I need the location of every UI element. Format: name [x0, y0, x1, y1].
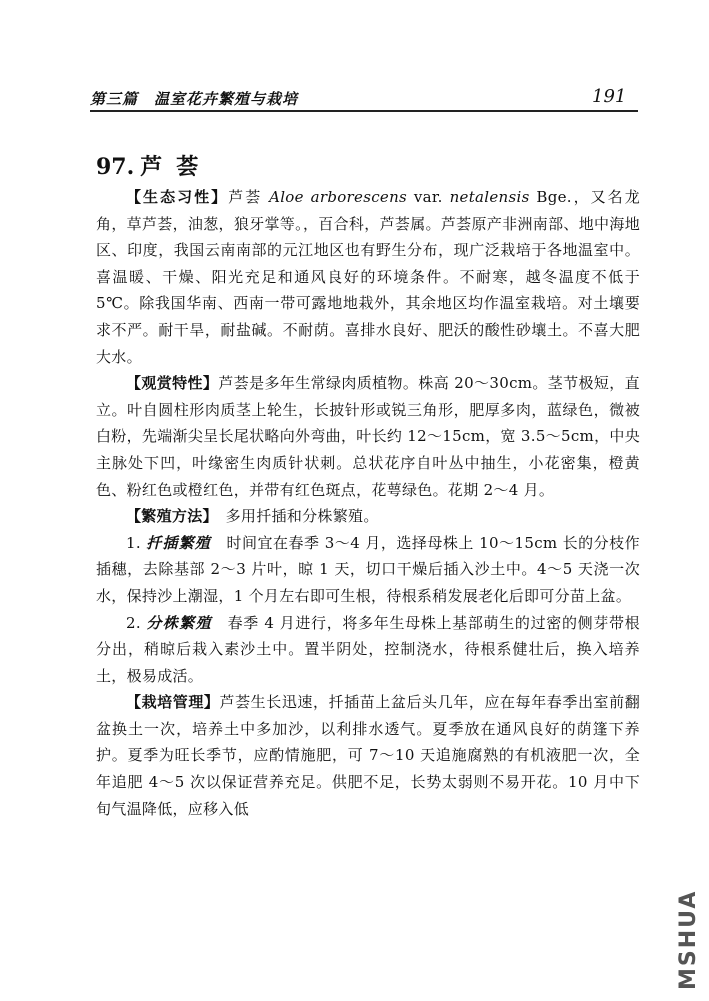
section-heading — [96, 150, 212, 181]
item1-number: 1. — [126, 533, 141, 552]
item2-title: 分株繁殖 — [146, 613, 212, 632]
paragraph-division — [96, 610, 640, 690]
watermark-text: MSHUA — [676, 889, 701, 990]
section-number: 97. — [96, 154, 135, 180]
section-title: 芦荟 — [140, 154, 213, 180]
running-header-chapter: 第三篇 温室花卉繁殖与栽培 — [90, 90, 299, 108]
header-divider — [90, 110, 638, 112]
paragraph-ecology — [96, 184, 640, 370]
ecology-latin-name: Aloe arborescens — [269, 188, 408, 206]
cultivation-text: 芦荟生长迅速，扦插苗上盆后头几年，应在每年春季出室前翻盆换土一次，培养土中多加沙，以利排水透气。夏季放在通风良好的荫篷下养护。夏季为旺长季节，应酌情施肥，可 7～10 天追施腐熟的有机液肥一次，全年追肥 4～5 次以保证营养充足。供肥不足，长势太弱则不易开花。10 月中下旬气温降低，应移入低 — [96, 693, 640, 818]
paragraph-cultivation — [96, 689, 640, 822]
item2-text: 春季 4 月进行，将多年生母株上基部萌生的过密的侧芽带根分出，稍晾后栽入素沙土中。置半阴处，控制浇水，待根系健壮后，换入培养土，极易成活。 — [96, 613, 640, 685]
ecology-text-b: var. — [407, 188, 450, 206]
label-propagation: 【繁殖方法】 — [126, 507, 211, 526]
ornamental-text: 芦荟是多年生常绿肉质植物。株高 20～30cm。茎节极短，直立。叶自圆柱形肉质茎上轮生，长披针形或锐三角形，肥厚多肉，蓝绿色，微被白粉，先端渐尖呈长尾状略向外弯曲，叶长约 12～15cm，宽 3.5～5cm，中央主脉处下凹，叶缘密生肉质针状刺。总状花序自叶丛中抽生，小花密集，橙黄色、粉红色或橙红色，并带有红色斑点，花萼绿色。花期 2～4 月。 — [96, 374, 640, 499]
paragraph-cutting — [96, 530, 640, 610]
ecology-text-c: Bge.，又名龙角，草芦荟，油葱，狼牙掌等。，百合科，芦荟属。芦荟原产非洲南部、地中海地区、印度，我国云南南部的元江地区也有野生分布，现广泛栽培于各地温室中。喜温暖、干燥、阳光充足和通风良好的环境条件。不耐寒，越冬温度不低于 5℃。除我国华南、西南一带可露地地栽外，其余地区均作温室栽培。对土壤要求不严。耐干旱，耐盐碱。不耐荫。喜排水良好、肥沃的酸性砂壤土。不喜大肥大水。 — [96, 188, 641, 366]
page-number: 191 — [592, 86, 627, 107]
propagation-text: 多用扦插和分株繁殖。 — [225, 507, 379, 526]
paragraph-propagation — [96, 503, 640, 530]
item2-number: 2. — [126, 613, 141, 632]
ecology-latin-variety: netalensis — [449, 188, 530, 206]
body-text — [96, 184, 640, 822]
item1-text: 时间宜在春季 3～4 月，选择母株上 10～15cm 长的分枝作插穗，去除基部 2～3 片叶，晾 1 天，切口干燥后插入沙土中。4～5 天浇一次水，保持沙上潮湿，1 个月左右即可生根，待根系稍发展老化后即可分苗上盆。 — [96, 533, 640, 605]
label-cultivation: 【栽培管理】 — [126, 693, 220, 712]
item1-title: 扦插繁殖 — [146, 533, 211, 552]
label-ornamental: 【观赏特性】 — [126, 374, 219, 393]
label-ecology: 【生态习性】 — [126, 188, 229, 206]
paragraph-ornamental — [96, 370, 640, 503]
ecology-text-a: 芦荟 — [228, 188, 270, 206]
